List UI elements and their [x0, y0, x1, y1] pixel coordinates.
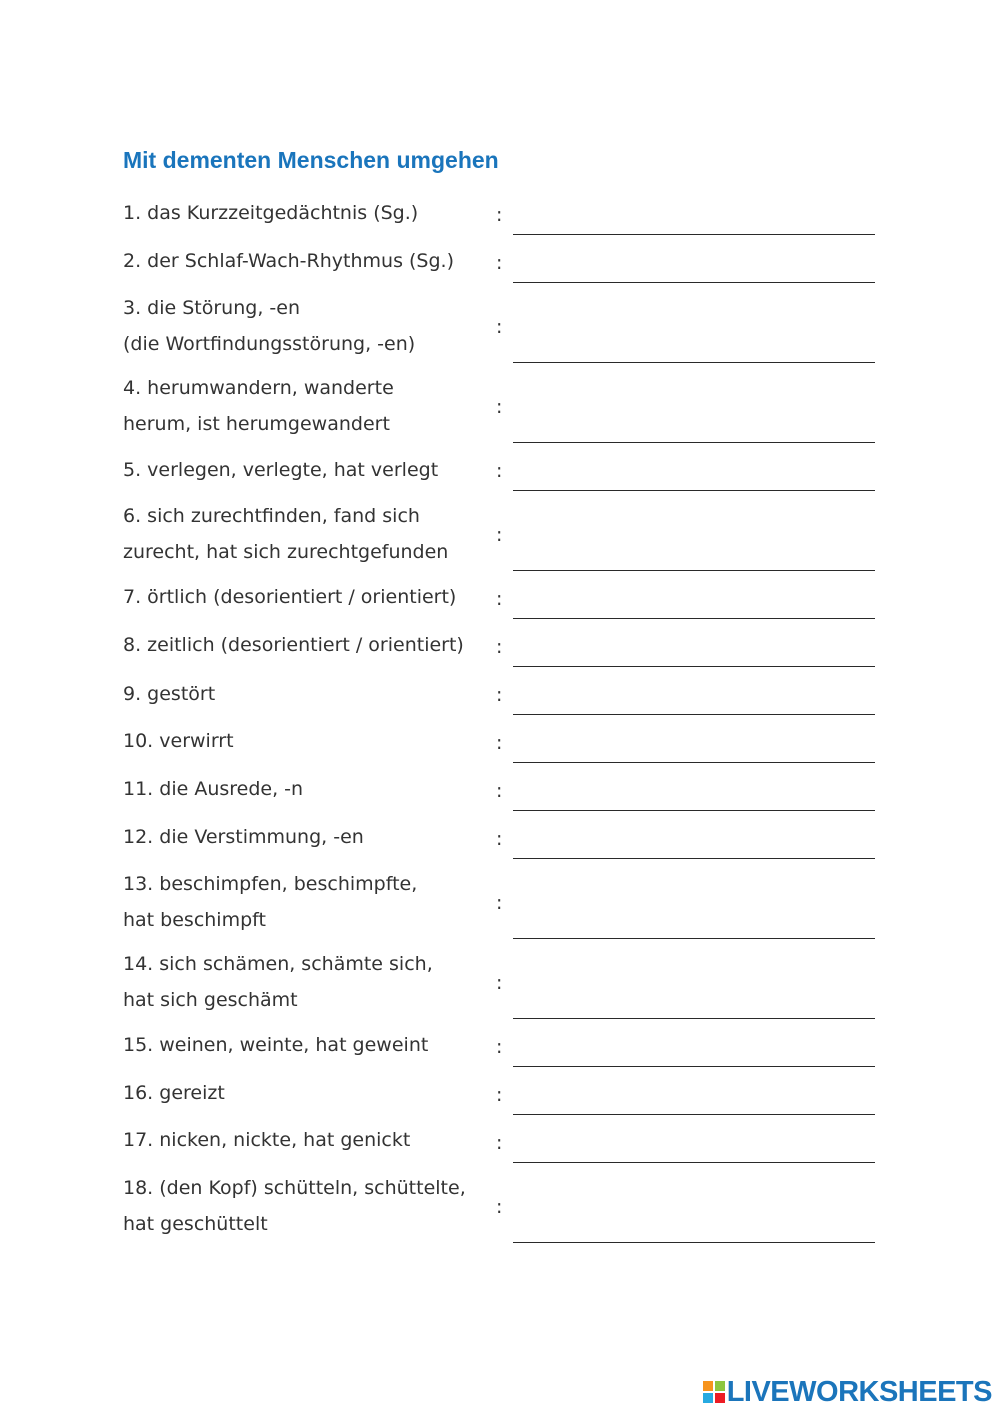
vocab-term-line: 17. nicken, nickte, hat genickt [123, 1129, 411, 1151]
vocab-term-line: herum, ist herumgewandert [123, 413, 390, 435]
vocab-term-line: 15. weinen, weinte, hat geweint [123, 1034, 429, 1056]
vocab-term [123, 627, 464, 663]
vocab-term-line: 12. die Verstimmung, -en [123, 826, 364, 848]
vocab-term [123, 579, 456, 615]
vocab-term-line: 4. herumwandern, wanderte [123, 377, 394, 399]
vocab-term-line: 3. die Störung, -en [123, 297, 300, 319]
separator-colon: : [496, 252, 503, 274]
vocab-term [123, 1170, 466, 1242]
answer-field[interactable] [513, 1084, 875, 1115]
vocab-term [123, 290, 415, 362]
separator-colon: : [496, 1036, 503, 1058]
vocab-term [123, 243, 454, 279]
answer-field[interactable] [513, 1036, 875, 1067]
answer-field[interactable] [513, 780, 875, 811]
vocab-term [123, 370, 394, 442]
vocab-term-line: 2. der Schlaf-Wach-Rhythmus (Sg.) [123, 250, 454, 272]
answer-field[interactable] [513, 588, 875, 619]
vocab-term [123, 452, 438, 488]
vocab-term [123, 819, 364, 855]
separator-colon: : [496, 972, 503, 994]
answer-field[interactable] [513, 988, 875, 1019]
vocab-term [123, 723, 234, 759]
vocab-term [123, 771, 303, 807]
answer-field[interactable] [513, 332, 875, 363]
answer-field[interactable] [513, 908, 875, 939]
vocab-term-line: 6. sich zurechtfinden, fand sich [123, 505, 420, 527]
vocab-term-line: 1. das Kurzzeitgedächtnis (Sg.) [123, 202, 419, 224]
separator-colon: : [496, 316, 503, 338]
vocab-term-line: hat beschimpft [123, 909, 266, 931]
vocab-term-line: 11. die Ausrede, -n [123, 778, 304, 800]
vocab-term-line: 14. sich schämen, schämte sich, [123, 953, 433, 975]
answer-field[interactable] [513, 252, 875, 283]
liveworksheets-logo [703, 1377, 992, 1407]
separator-colon: : [496, 1084, 503, 1106]
separator-colon: : [496, 828, 503, 850]
answer-field[interactable] [513, 636, 875, 667]
separator-colon: : [496, 204, 503, 226]
answer-field[interactable] [513, 732, 875, 763]
vocab-term-line: hat sich geschämt [123, 989, 298, 1011]
answer-field[interactable] [513, 684, 875, 715]
separator-colon: : [496, 460, 503, 482]
vocab-term-line: 13. beschimpfen, beschimpfte, [123, 873, 418, 895]
answer-field[interactable] [513, 412, 875, 443]
vocab-term [123, 676, 215, 712]
vocab-term [123, 866, 417, 938]
separator-colon: : [496, 684, 503, 706]
separator-colon: : [496, 636, 503, 658]
separator-colon: : [496, 780, 503, 802]
vocab-term-line: 10. verwirrt [123, 730, 234, 752]
vocab-term-line: zurecht, hat sich zurechtgefunden [123, 541, 449, 563]
vocab-term-line: 16. gereizt [123, 1082, 225, 1104]
vocab-term-line: 9. gestört [123, 683, 216, 705]
separator-colon: : [496, 1132, 503, 1154]
vocab-term-line: 7. örtlich (desorientiert / orientiert) [123, 586, 457, 608]
separator-colon: : [496, 524, 503, 546]
vocab-term [123, 1027, 428, 1063]
vocab-term-line: hat geschüttelt [123, 1213, 268, 1235]
liveworksheets-logo-icon [703, 1381, 725, 1403]
separator-colon: : [496, 892, 503, 914]
logo-text: LIVEWORKSHEETS [726, 1376, 992, 1408]
vocab-term [123, 946, 433, 1018]
separator-colon: : [496, 396, 503, 418]
worksheet-title: Mit dementen Menschen umgehen [123, 147, 499, 173]
answer-field[interactable] [513, 1212, 875, 1243]
vocab-term [123, 195, 418, 231]
answer-field[interactable] [513, 1132, 875, 1163]
vocab-term-line: (die Wortfindungsstörung, -en) [123, 333, 416, 355]
vocab-term [123, 1075, 225, 1111]
answer-field[interactable] [513, 204, 875, 235]
vocab-term [123, 1122, 410, 1158]
answer-field[interactable] [513, 460, 875, 491]
vocab-term-line: 8. zeitlich (desorientiert / orientiert) [123, 634, 464, 656]
separator-colon: : [496, 588, 503, 610]
separator-colon: : [496, 732, 503, 754]
answer-field[interactable] [513, 540, 875, 571]
vocab-term-line: 18. (den Kopf) schütteln, schüttelte, [123, 1177, 466, 1199]
answer-field[interactable] [513, 828, 875, 859]
vocab-term [123, 498, 448, 570]
vocab-term-line: 5. verlegen, verlegte, hat verlegt [123, 459, 439, 481]
separator-colon: : [496, 1196, 503, 1218]
